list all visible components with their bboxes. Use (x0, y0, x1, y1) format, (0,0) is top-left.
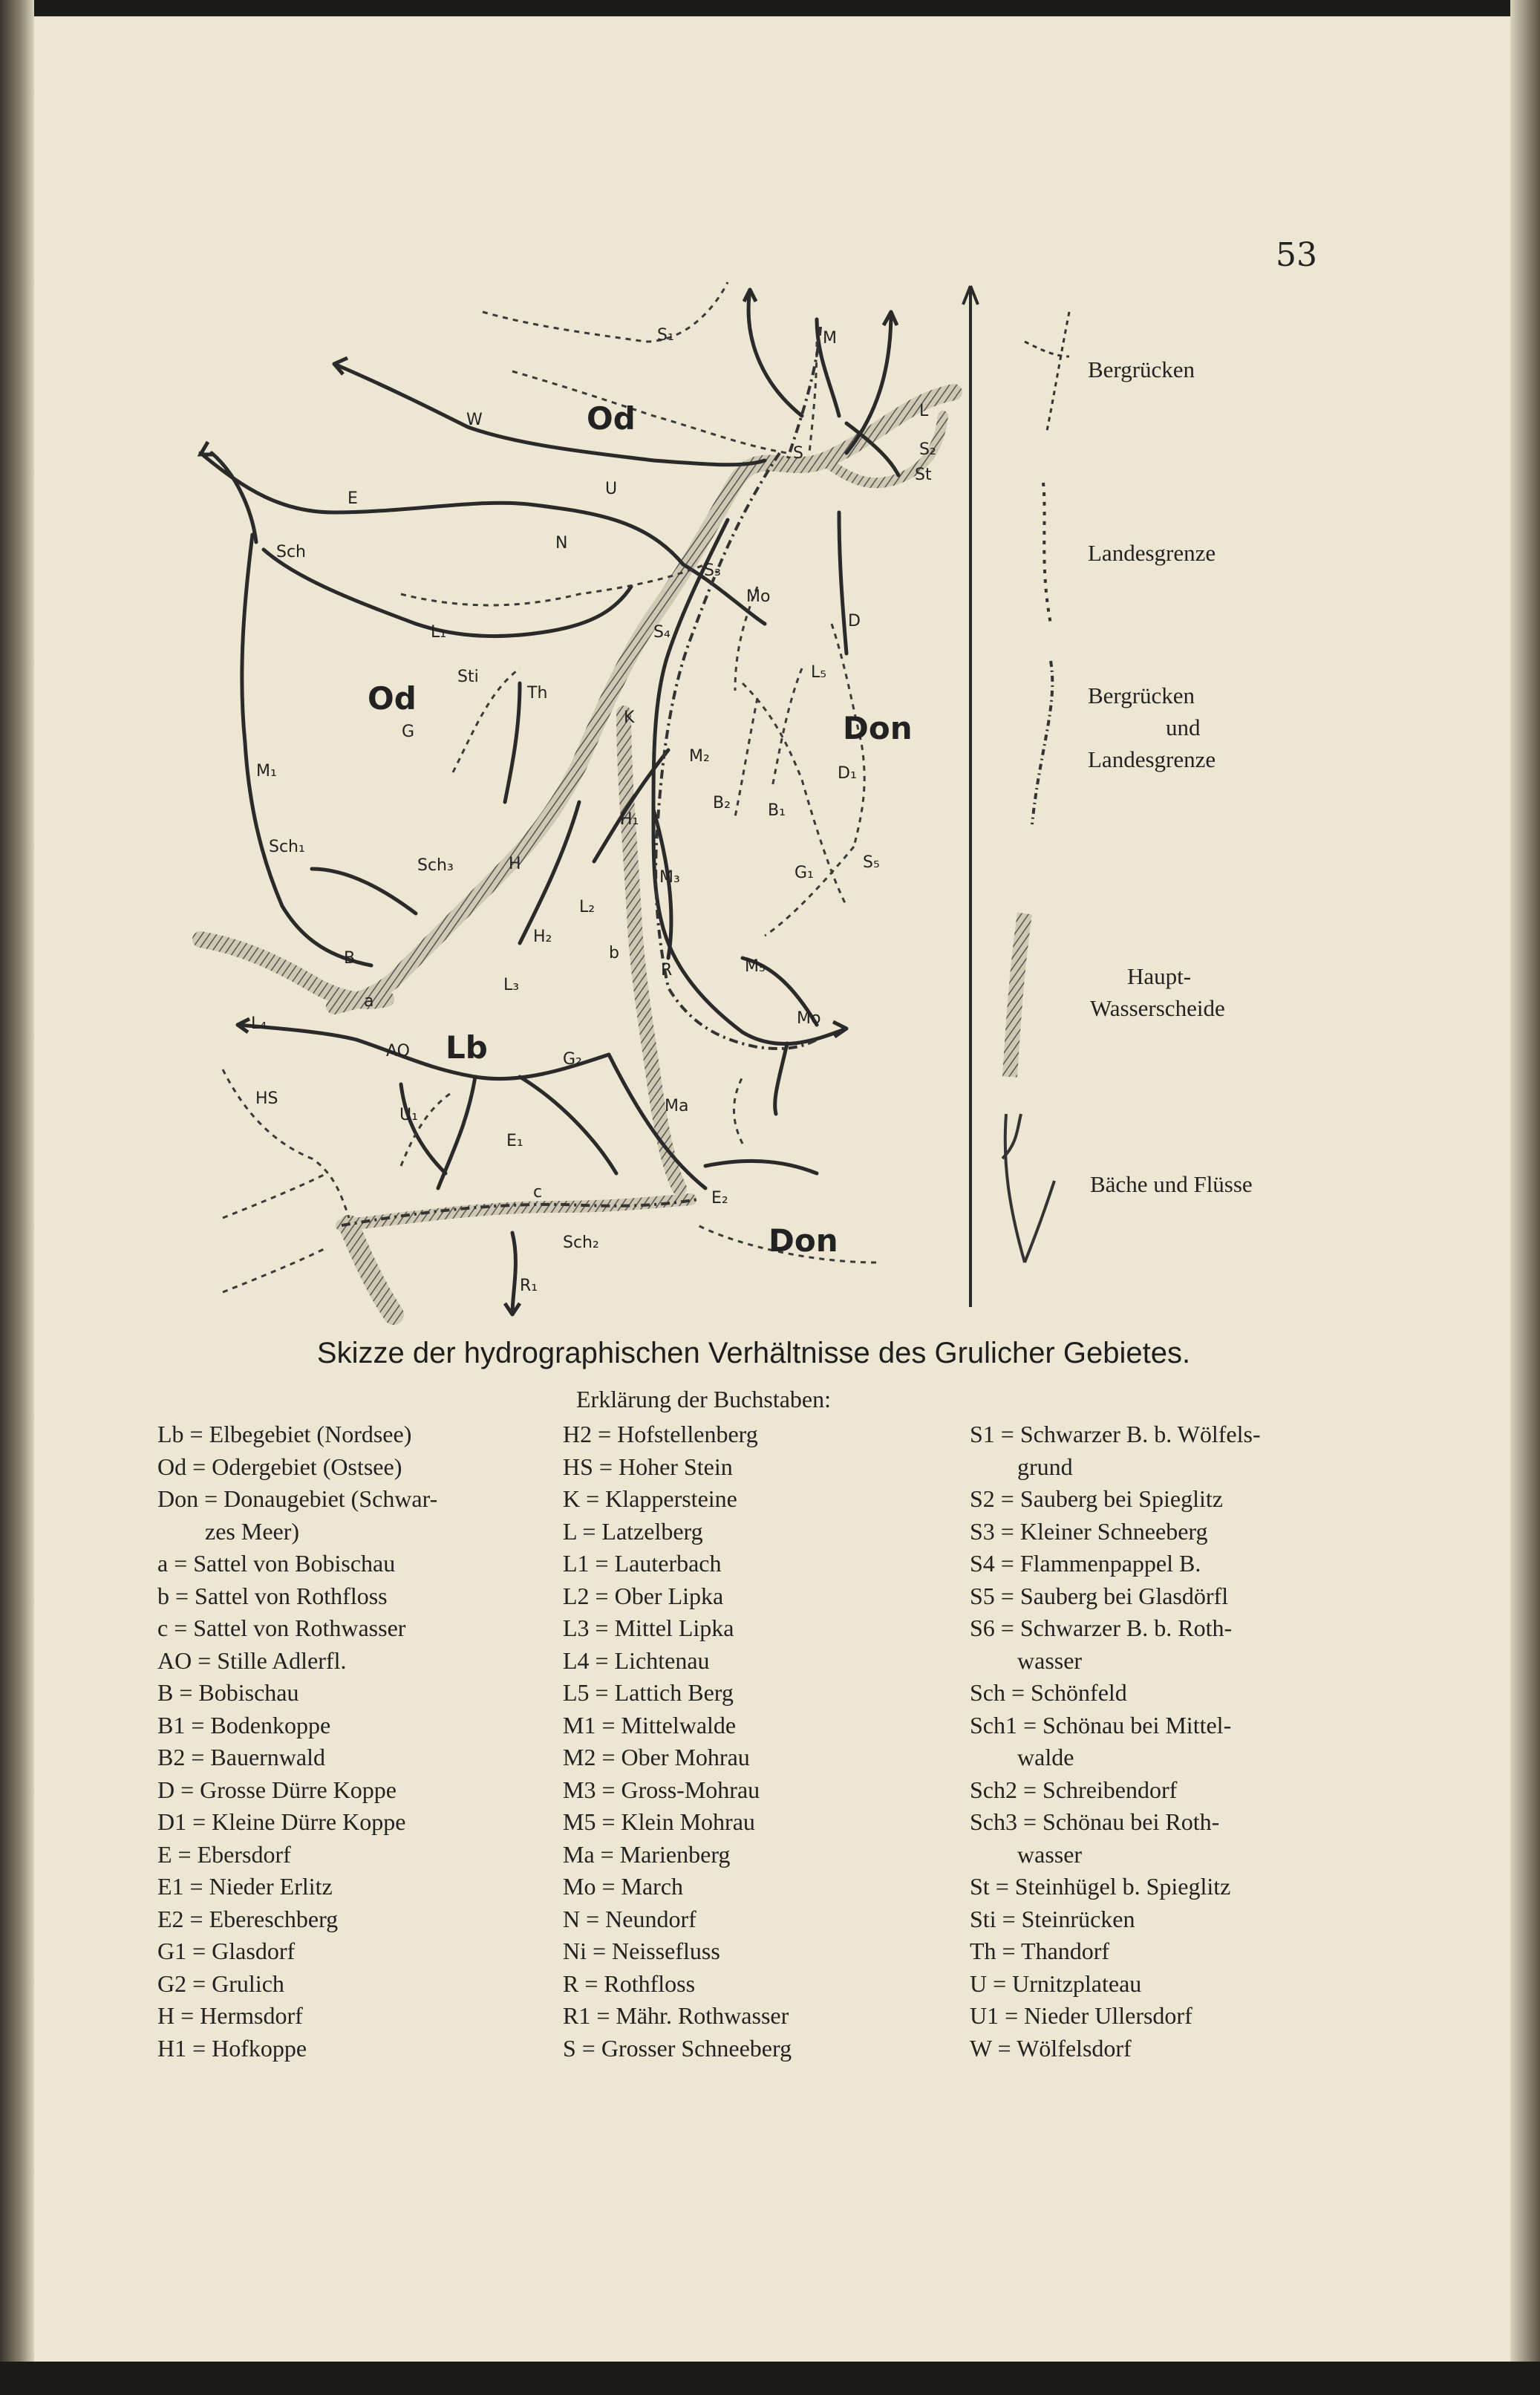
key-label-ridge-border: und (1166, 714, 1201, 740)
legend-entry-continuation: zes Meer) (205, 1517, 300, 1545)
map-label: AO (386, 1042, 410, 1060)
legend-entry (970, 1935, 1341, 1968)
legend-entry (970, 2033, 1341, 2065)
map-label: S₃ (704, 561, 721, 580)
legend-entry-text: E2 = Ebereschberg (157, 1905, 339, 1932)
legend-entry-text: Don = Donaugebiet (Schwar- (157, 1485, 438, 1512)
map-label: L₅ (811, 663, 827, 682)
map-label: W (466, 411, 483, 429)
map-label: HS (255, 1089, 278, 1108)
legend-entry-text: S2 = Sauberg bei Spieglitz (970, 1485, 1223, 1512)
map-label: B₂ (713, 794, 731, 812)
legend-entry-text: L2 = Ober Lipka (563, 1582, 724, 1609)
key-symbols (1002, 312, 1069, 1262)
legend-entry-text: G2 = Grulich (157, 1969, 284, 1997)
legend-entry-text: R1 = Mähr. Rothwasser (563, 2002, 789, 2029)
legend-entry (970, 1968, 1341, 2001)
legend-entry (157, 1806, 529, 1839)
map-label: N (555, 534, 568, 553)
map-label: S₅ (863, 853, 880, 872)
legend-entry (970, 1548, 1341, 1580)
legend-entry (970, 1612, 1341, 1677)
legend-entry-continuation: wasser (1017, 1840, 1083, 1868)
legend-entry (563, 1741, 949, 1774)
legend-entry (157, 1451, 529, 1484)
legend-entry-text: M5 = Klein Mohrau (563, 1808, 755, 1835)
map-label: M₂ (689, 747, 710, 766)
legend-entry (563, 1548, 949, 1580)
map-label: G₂ (563, 1050, 582, 1069)
legend-entry (563, 1774, 949, 1807)
legend-entry-text: S = Grosser Schneeberg (563, 2034, 792, 2062)
legend-entry-text: Sch = Schönfeld (970, 1679, 1127, 1706)
key-label-ridge: Bergrücken (1088, 356, 1195, 382)
map-label: c (533, 1183, 543, 1202)
region-label-don-south: Don (769, 1222, 838, 1259)
key-label-ridge-border: Bergrücken (1088, 682, 1195, 708)
region-label-don-east: Don (843, 710, 913, 746)
map-label: Mo (797, 1009, 821, 1028)
scan-bottom-edge (0, 2362, 1540, 2395)
map-label: B (344, 949, 356, 968)
legend-entry-text: D = Grosse Dürre Koppe (157, 1776, 397, 1803)
legend-entry (563, 1806, 949, 1839)
legend-entry (157, 1548, 529, 1580)
map-label: Sch₁ (269, 838, 305, 856)
map-label: M (823, 329, 837, 348)
map-label: E₂ (711, 1189, 728, 1208)
map-label: R₁ (520, 1277, 538, 1295)
figure-caption: Skizze der hydrographischen Verhältnisse des Grulicher Gebietes. (316, 1337, 1191, 1369)
legend-entry-text: B2 = Bauernwald (157, 1744, 325, 1770)
map-label: M₁ (256, 762, 277, 781)
legend-entry-text: c = Sattel von Rothwasser (157, 1614, 406, 1641)
legend-entry (157, 1774, 529, 1807)
key-label-ridge-border: Landesgrenze (1088, 746, 1216, 772)
legend-entry-text: B = Bobischau (157, 1679, 299, 1706)
region-label-lb: Lb (446, 1029, 488, 1066)
map-label: E (348, 489, 358, 508)
legend-entry-text: b = Sattel von Rothfloss (157, 1582, 388, 1609)
legend-entry-text: U = Urnitzplateau (970, 1969, 1142, 1997)
legend-entry-text: W = Wölfelsdorf (970, 2034, 1132, 2062)
legend-entry-text: Ma = Marienberg (563, 1840, 731, 1868)
map-label: R (661, 961, 673, 980)
legend-entry-text: Sch3 = Schönau bei Roth- (970, 1808, 1220, 1835)
legend-entry-text: K = Klappersteine (563, 1485, 737, 1512)
legend-heading: Erklärung der Buchstaben: (576, 1386, 831, 1412)
legend-entry-continuation: walde (1017, 1744, 1074, 1770)
legend-entry-text: Sch2 = Schreibendorf (970, 1776, 1178, 1803)
legend-entry (970, 1903, 1341, 1936)
legend-entry-continuation: grund (1017, 1453, 1073, 1480)
legend-entry-text: Th = Thandorf (970, 1938, 1110, 1964)
legend-entry-text: S3 = Kleiner Schneeberg (970, 1517, 1208, 1545)
region-label-od-north: Od (587, 400, 636, 437)
legend-entry (563, 1871, 949, 1903)
key-label-border: Landesgrenze (1088, 540, 1216, 566)
legend-entry (563, 1580, 949, 1613)
map-label: E₁ (506, 1132, 523, 1150)
legend-entry (563, 1935, 949, 1968)
legend-entry (157, 1418, 529, 1451)
page-number: 53 (1276, 236, 1317, 274)
key-stream-symbol (1002, 1114, 1054, 1262)
legend-entry-text: Sch1 = Schönau bei Mittel- (970, 1711, 1232, 1739)
legend-entry-text: a = Sattel von Bobischau (157, 1550, 396, 1577)
legend-entry (970, 1418, 1341, 1483)
legend-entry (970, 1580, 1341, 1613)
map-label: S₁ (657, 326, 674, 345)
legend-entry-text: St = Steinhügel b. Spieglitz (970, 1873, 1231, 1900)
map-label: M₃ (659, 868, 680, 887)
legend-entry-text: Mo = March (563, 1873, 684, 1900)
map-label: L₃ (503, 976, 520, 994)
map-label: U (605, 480, 618, 498)
legend-entry (970, 1483, 1341, 1516)
legend-entry-text: AO = Stille Adlerfl. (157, 1646, 347, 1674)
legend-entry (970, 1774, 1341, 1807)
legend-entry-text: Ni = Neissefluss (563, 1938, 720, 1964)
legend-entry-text: D1 = Kleine Dürre Koppe (157, 1808, 406, 1835)
map-label: D₁ (838, 764, 857, 783)
legend-entry (157, 1483, 529, 1548)
legend-entry (563, 1677, 949, 1710)
map-label: L (919, 402, 929, 420)
map-label: H₁ (620, 810, 639, 829)
legend-entry (157, 1839, 529, 1871)
legend-entry-text: Od = Odergebiet (Ostsee) (157, 1453, 402, 1480)
legend-entry-continuation: wasser (1017, 1646, 1083, 1674)
map-label: H₂ (533, 928, 552, 946)
north-arrow (963, 286, 978, 1307)
ridges-borders (223, 282, 876, 1292)
legend-entry (563, 1710, 949, 1742)
key-watershed-symbol (1010, 913, 1025, 1077)
key-border-symbol (1043, 483, 1051, 624)
key-label-watershed: Wasserscheide (1090, 995, 1225, 1021)
legend-entry-text: E = Ebersdorf (157, 1840, 291, 1868)
legend-entry (563, 2000, 949, 2033)
map-label: B₁ (768, 801, 786, 820)
region-label-od-west: Od (368, 680, 417, 717)
legend-entry (157, 1741, 529, 1774)
legend-entry (157, 1710, 529, 1742)
legend-entry-text: H = Hermsdorf (157, 2002, 303, 2029)
legend-entry-text: M3 = Gross-Mohrau (563, 1776, 760, 1803)
map-label: L₁ (431, 623, 447, 642)
legend-entry-text: L1 = Lauterbach (563, 1550, 722, 1577)
map-label: L₄ (251, 1014, 267, 1033)
legend-entry (563, 1483, 949, 1516)
legend-entry-text: U1 = Nieder Ullersdorf (970, 2002, 1192, 2029)
map-label: U₁ (399, 1106, 418, 1124)
legend-entry (157, 1677, 529, 1710)
key-labels (1088, 356, 1253, 1197)
legend-entry-text: M1 = Mittelwalde (563, 1711, 737, 1739)
legend-entry (563, 1903, 949, 1936)
legend-entry-text: M2 = Ober Mohrau (563, 1744, 750, 1770)
legend-entry (157, 2033, 529, 2065)
legend-entry-text: N = Neundorf (563, 1905, 696, 1932)
map-label: a (364, 992, 374, 1011)
legend-entry (157, 1645, 529, 1678)
legend-entry-text: L4 = Lichtenau (563, 1646, 710, 1674)
legend-entry (970, 1871, 1341, 1903)
legend-entry (563, 1839, 949, 1871)
legend-entry (563, 1645, 949, 1678)
legend-entry (157, 1580, 529, 1613)
map-label: M₅ (745, 957, 766, 976)
legend-entry-text: HS = Hoher Stein (563, 1453, 733, 1480)
legend-entry (563, 2033, 949, 2065)
legend-entry (157, 2000, 529, 2033)
legend-entry-text: Lb = Elbegebiet (Nordsee) (157, 1421, 412, 1447)
map-label: Ma (665, 1097, 689, 1115)
map-label: G (402, 723, 415, 741)
legend-entry (563, 1612, 949, 1645)
legend-entry (563, 1418, 949, 1451)
legend-entry (970, 1516, 1341, 1548)
legend-column-2 (563, 1418, 949, 2065)
legend-entry-text: S5 = Sauberg bei Glasdörfl (970, 1582, 1229, 1609)
legend-entry-text: L3 = Mittel Lipka (563, 1614, 734, 1641)
key-label-streams: Bäche und Flüsse (1090, 1171, 1253, 1197)
legend-entry (157, 1903, 529, 1936)
map-label: S (793, 444, 803, 463)
map-label: Sch (276, 543, 307, 561)
legend-entry (157, 1968, 529, 2001)
key-ridge-border-symbol (1032, 661, 1052, 824)
key-label-watershed: Haupt- (1127, 963, 1192, 989)
key-ridge-symbol (1047, 312, 1069, 431)
map-label: S₂ (919, 440, 936, 459)
legend-entry-text: H2 = Hofstellenberg (563, 1421, 758, 1447)
main-watershed (200, 392, 954, 1314)
map-label: G₁ (795, 864, 814, 882)
legend-entry-text: E1 = Nieder Erlitz (157, 1873, 333, 1900)
legend-entry (563, 1968, 949, 2001)
map-label: S₄ (653, 623, 671, 642)
map-label: H (509, 855, 521, 873)
legend-column-3 (970, 1418, 1341, 2065)
legend-entry (970, 1806, 1341, 1871)
legend-entry-text: S1 = Schwarzer B. b. Wölfels- (970, 1421, 1261, 1447)
map-label: St (915, 466, 932, 484)
map-label: Sch₃ (417, 856, 454, 875)
legend-entry-text: H1 = Hofkoppe (157, 2034, 307, 2062)
legend-entry (157, 1871, 529, 1903)
map-label: Sti (457, 668, 479, 686)
map-label: b (609, 944, 619, 962)
legend-entry-text: G1 = Glasdorf (157, 1938, 296, 1964)
legend-entry (157, 1612, 529, 1645)
legend-entry (563, 1451, 949, 1484)
legend-entry-text: L = Latzelberg (563, 1517, 703, 1545)
map-label: Mo (746, 587, 771, 606)
map-label: K (624, 708, 635, 727)
map-label: D (848, 612, 861, 630)
legend-entry (970, 1677, 1341, 1710)
legend-column-1 (157, 1418, 529, 2065)
legend-entry (970, 2000, 1341, 2033)
legend-entry-text: L5 = Lattich Berg (563, 1679, 734, 1706)
legend-entry-text: S4 = Flammenpappel B. (970, 1550, 1201, 1577)
legend-entry-text: Sti = Steinrücken (970, 1905, 1135, 1932)
legend-entry-text: B1 = Bodenkoppe (157, 1711, 331, 1739)
map-label: Th (527, 684, 548, 703)
legend-entry-text: R = Rothfloss (563, 1969, 696, 1997)
legend-entry (970, 1710, 1341, 1774)
legend-entry (563, 1516, 949, 1548)
legend-entry (157, 1935, 529, 1968)
legend-entry-text: S6 = Schwarzer B. b. Roth- (970, 1614, 1233, 1641)
map-label: L₂ (579, 898, 596, 916)
map-label: Sch₂ (563, 1234, 599, 1252)
